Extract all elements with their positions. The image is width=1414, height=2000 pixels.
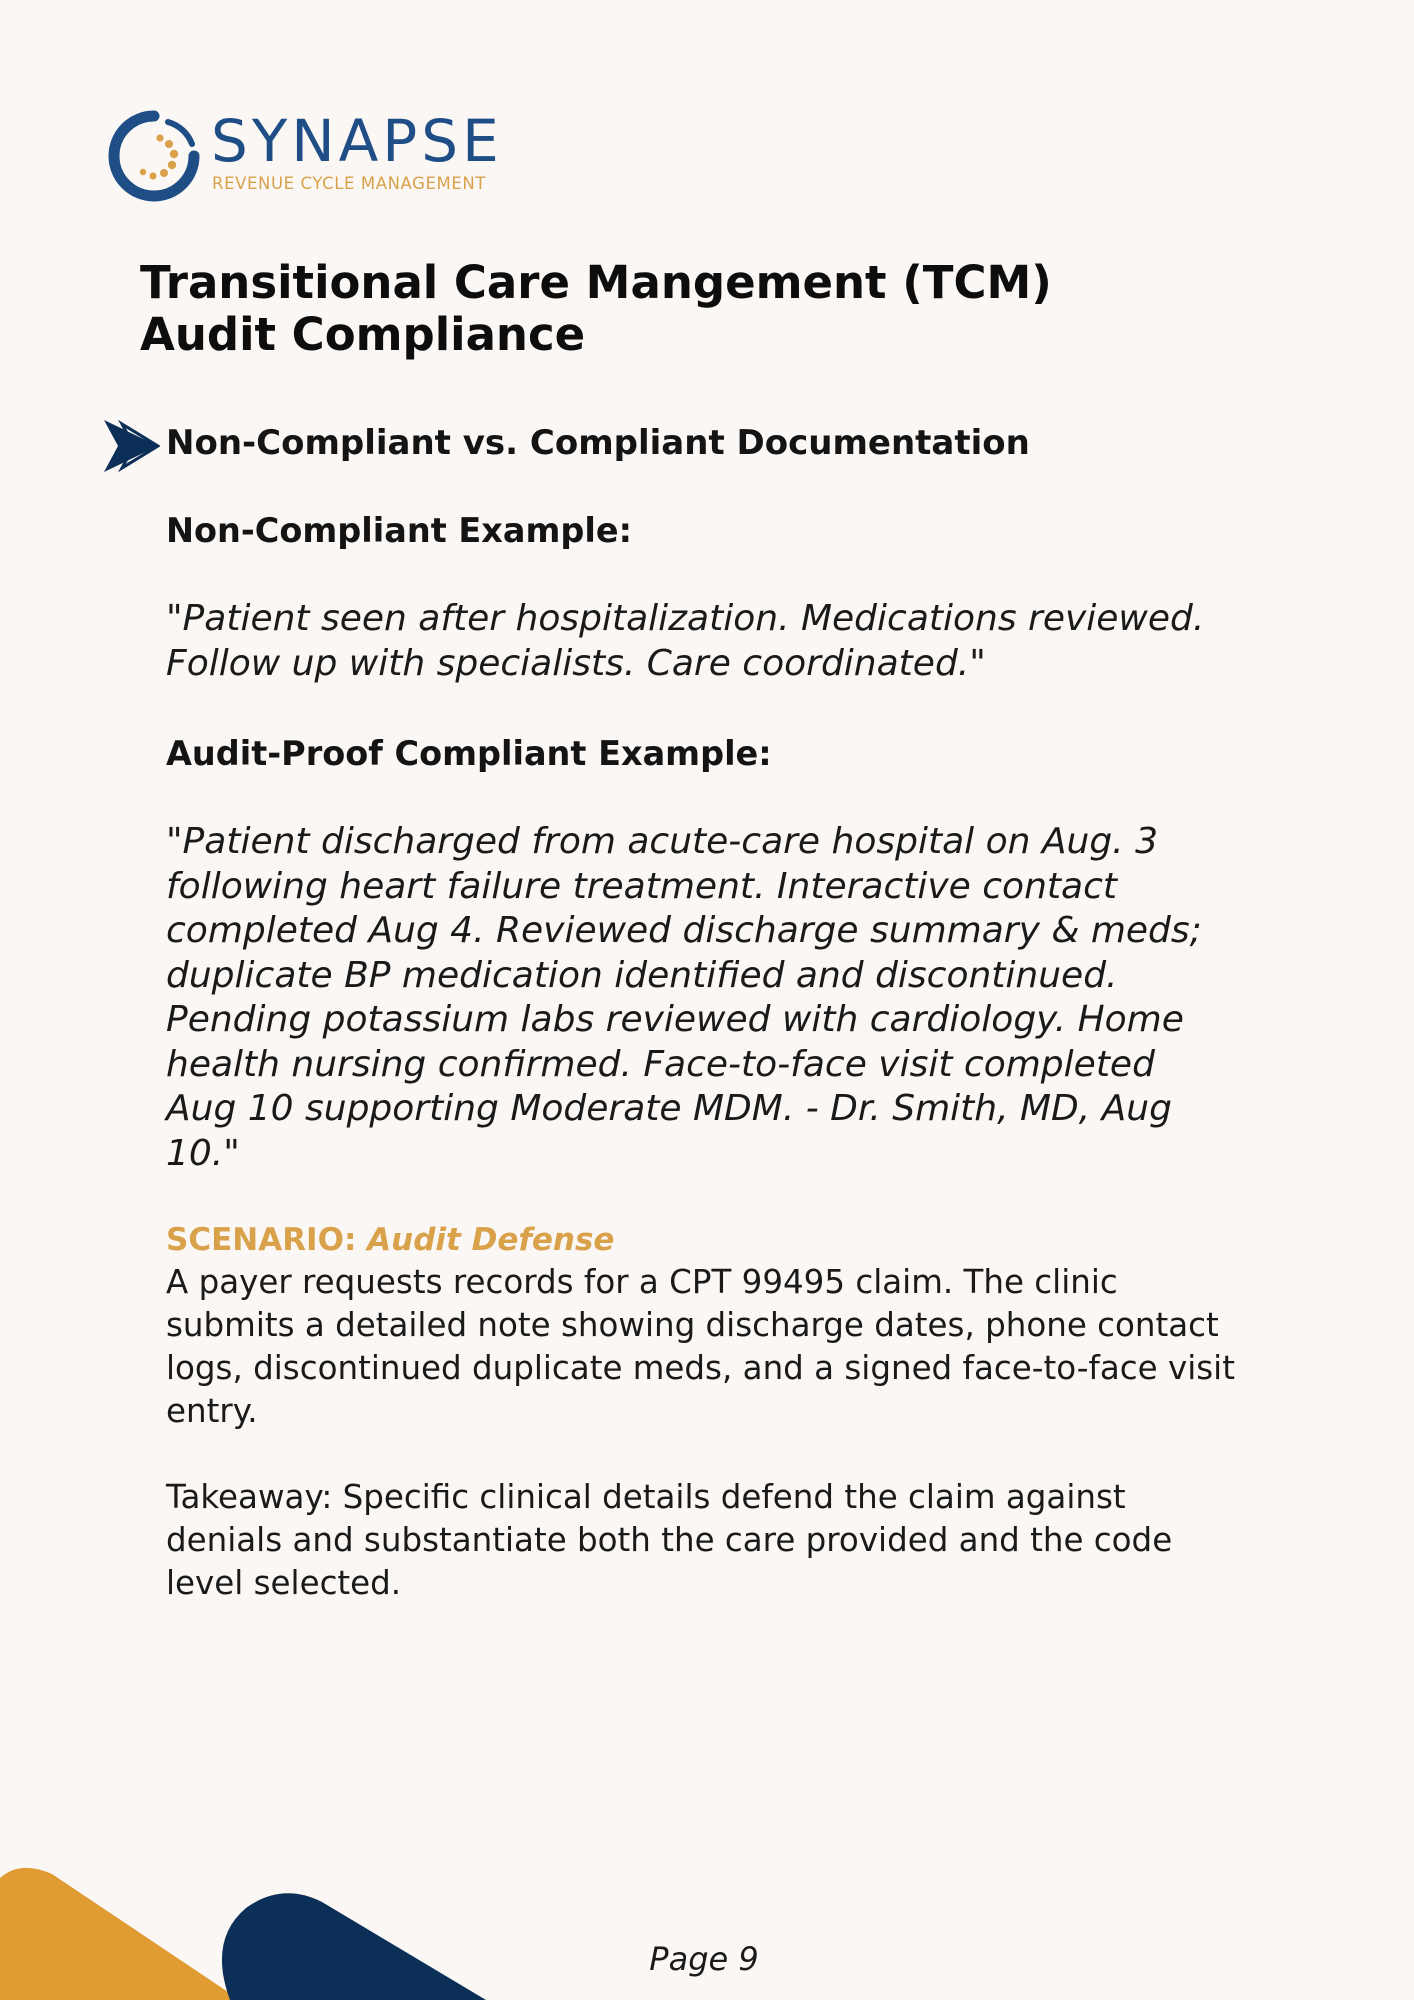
logo-tagline: REVENUE CYCLE MANAGEMENT (212, 174, 487, 193)
decorative-corner-shapes (0, 1860, 520, 2000)
compliant-quote: "Patient discharged from acute-care hospital on Aug. 3 following heart failure treatment. Interactive contact completed Aug 4. Reviewed discharge summary & meds; duplicate BP medication identified and discontinued. Pending potassium labs reviewed with cardiology. Home health nursing confirmed. Face-to-face visit completed Aug 10 supporting Moderate MDM. - Dr. Smith, MD, Aug 10." (166, 821, 1202, 1174)
page-number (0, 1940, 1414, 1978)
title-line-1: Transitional Care Mangement (TCM) (140, 256, 1052, 309)
section-heading: Non-Compliant vs. Compliant Documentation (166, 423, 1030, 463)
scenario-text: A payer requests records for a CPT 99495 claim. The clinic submits a detailed note showing discharge dates, phone contact logs, discontinued duplicate meds, and a signed face-to-face visit entry. (166, 1263, 1235, 1430)
double-chevron-arrow-icon (102, 418, 160, 474)
noncompliant-label: Non-Compliant Example: (166, 511, 632, 550)
page-title (140, 257, 1052, 361)
scenario-label: SCENARIO: (166, 1222, 368, 1258)
title-line-2: Audit Compliance (140, 308, 586, 361)
compliant-label: Audit-Proof Compliant Example: (166, 734, 772, 773)
scenario-heading (166, 1218, 614, 1262)
page-number-label: Page 9 (649, 1940, 759, 1978)
scenario-takeaway: Takeaway: Specific clinical details defend the claim against denials and substantiate both the care provided and the code level selected. (166, 1478, 1173, 1602)
logo-wordmark: SYNAPSE (211, 107, 503, 175)
noncompliant-quote: "Patient seen after hospitalization. Medications reviewed. Follow up with specialists. Care coordinated." (166, 598, 1205, 684)
synapse-logo-icon (108, 110, 200, 202)
company-logo (108, 108, 528, 204)
scenario-name: Audit Defense (367, 1222, 615, 1258)
